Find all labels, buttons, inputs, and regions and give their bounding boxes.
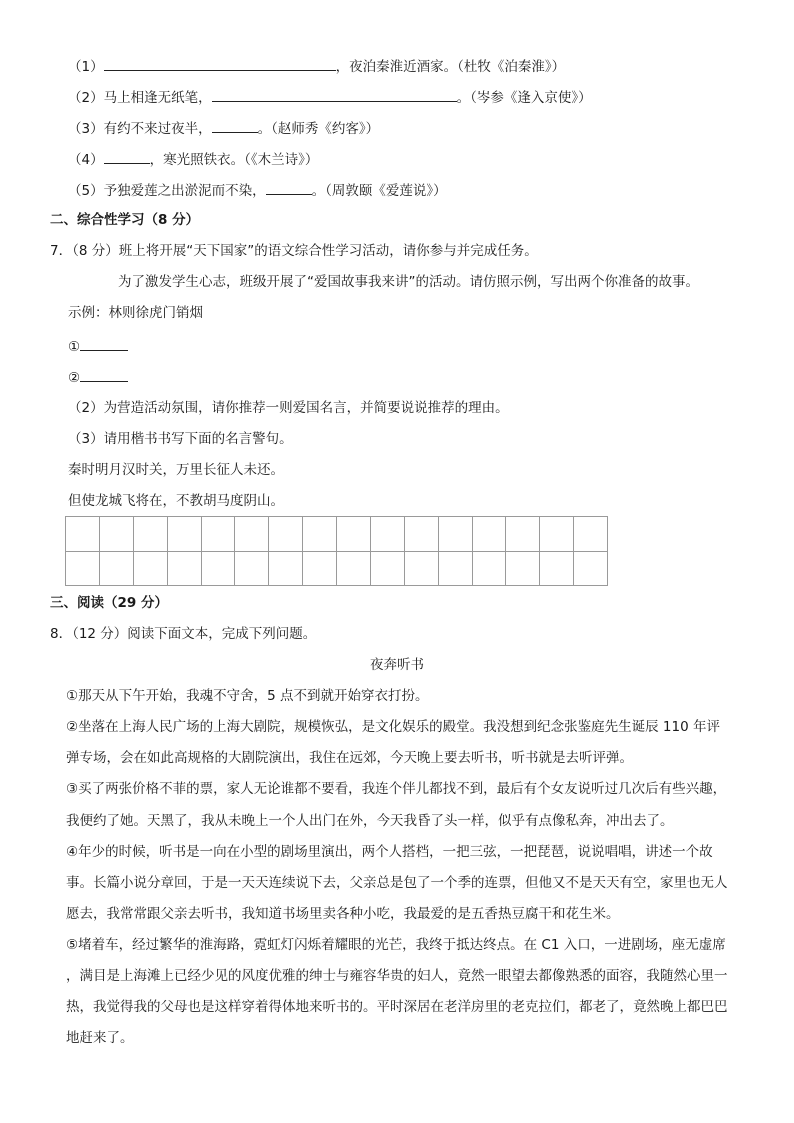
grid-cell[interactable]	[472, 551, 506, 586]
poem-2: （2）马上相逢无纸笔， 。（岑参《逢入京使》）	[68, 87, 592, 107]
answer-blank[interactable]	[212, 87, 457, 102]
passage-line: ④年少的时候，听书是一向在小型的剧场里演出，两个人搭档，一把三弦，一把琵琶，说说唱唱，讲述一个故	[66, 844, 713, 860]
grid-cell[interactable]	[235, 517, 269, 552]
answer-blank[interactable]	[80, 336, 128, 351]
grid-cell[interactable]	[574, 551, 608, 586]
q7-stem: 7．（8 分）班上将开展“天下国家”的语文综合性学习活动，请你参与并完成任务。	[50, 243, 538, 259]
grid-cell[interactable]	[574, 517, 608, 552]
grid-cell[interactable]	[99, 517, 133, 552]
answer-blank[interactable]	[80, 367, 128, 382]
grid-cell[interactable]	[66, 551, 100, 586]
grid-cell[interactable]	[337, 517, 371, 552]
q7-example: 示例：林则徐虎门销烟	[68, 305, 203, 321]
passage-line: 愿去，我常常跟父亲去听书，我知道书场里卖各种小吃，我最爱的是五香热豆腐干和花生米。	[66, 906, 620, 922]
grid-cell[interactable]	[370, 517, 404, 552]
passage-line: 地赶来了。	[66, 1030, 134, 1046]
grid-cell[interactable]	[370, 551, 404, 586]
passage-line: ②坐落在上海人民广场的上海大剧院，规模恢弘，是文化娱乐的殿堂。我没想到纪念张鉴庭先生诞辰 110 年评	[66, 719, 720, 735]
passage-line: 我便约了她。天黑了，我从未晚上一个人出门在外，今天我昏了头一样，似乎有点像私奔，冲出去了。	[66, 813, 674, 829]
q8-stem: 8．（12 分）阅读下面文本，完成下列问题。	[50, 626, 317, 642]
grid-cell[interactable]	[235, 551, 269, 586]
grid-cell[interactable]	[269, 551, 303, 586]
grid-cell[interactable]	[133, 517, 167, 552]
grid-cell[interactable]	[438, 517, 472, 552]
grid-cell[interactable]	[540, 517, 574, 552]
grid-cell[interactable]	[167, 551, 201, 586]
poem-1: （1） ，夜泊秦淮近酒家。（杜牧《泊秦淮》）	[68, 56, 565, 76]
answer-blank[interactable]	[266, 180, 312, 195]
grid-cell[interactable]	[99, 551, 133, 586]
grid-cell[interactable]	[472, 517, 506, 552]
passage-line: 事。长篇小说分章回，于是一天天连续说下去，父亲总是包了一个季的连票，但他又不是天天有空，家里也无人	[66, 875, 728, 891]
q7-intro: 为了激发学生心志，班级开展了“爱国故事我来讲”的活动。请仿照示例，写出两个你准备的故事。	[118, 274, 699, 290]
grid-cell[interactable]	[303, 517, 337, 552]
answer-blank[interactable]	[104, 56, 336, 71]
q7-quote-line-1: 秦时明月汉时关，万里长征人未还。	[68, 462, 284, 478]
q7-quote-line-2: 但使龙城飞将在，不教胡马度阴山。	[68, 493, 284, 509]
section-2-title: 二、综合性学习（8 分）	[50, 212, 200, 228]
passage-line: 热，我觉得我的父母也是这样穿着得体地来听书的。平时深居在老洋房里的老克拉们，都老了，竟然晚上都巴巴	[66, 999, 728, 1015]
grid-cell[interactable]	[201, 517, 235, 552]
answer-blank[interactable]	[212, 118, 258, 133]
grid-cell[interactable]	[269, 517, 303, 552]
grid-cell[interactable]	[404, 551, 438, 586]
grid-cell[interactable]	[506, 551, 540, 586]
q7-sub-2: （2）为营造活动氛围，请你推荐一则爱国名言，并简要说说推荐的理由。	[68, 400, 509, 416]
passage-line: ①那天从下午开始，我魂不守舍，5 点不到就开始穿衣打扮。	[66, 688, 429, 704]
grid-cell[interactable]	[438, 551, 472, 586]
poem-3: （3）有约不来过夜半， 。（赵师秀《约客》）	[68, 118, 379, 138]
q7-sub-3: （3）请用楷书书写下面的名言警句。	[68, 431, 293, 447]
poem-5: （5）予独爱莲之出淤泥而不染， 。（周敦颐《爱莲说》）	[68, 180, 447, 200]
passage-line: ，满目是上海滩上已经少见的风度优雅的绅士与雍容华贵的妇人，竟然一眼望去都像熟悉的面容，我随然心里一	[66, 968, 728, 984]
grid-cell[interactable]	[337, 551, 371, 586]
poem-4: （4） ，寒光照铁衣。（《木兰诗》）	[68, 149, 318, 169]
grid-cell[interactable]	[404, 517, 438, 552]
grid-cell[interactable]	[201, 551, 235, 586]
writing-grid[interactable]	[65, 516, 608, 586]
passage-line: 弹专场，会在如此高规格的大剧院演出，我住在远郊，今天晚上要去听书，听书就是去听评弹。	[66, 750, 633, 766]
grid-cell[interactable]	[66, 517, 100, 552]
q7-blank-1: ①	[68, 336, 128, 356]
grid-cell[interactable]	[303, 551, 337, 586]
q7-blank-2: ②	[68, 367, 128, 387]
passage-title: 夜奔听书	[370, 657, 424, 673]
grid-cell[interactable]	[506, 517, 540, 552]
passage-line: ⑤堵着车，经过繁华的淮海路，霓虹灯闪烁着耀眼的光芒，我终于抵达终点。在 C1 入口，一进剧场，座无虚席	[66, 937, 726, 953]
grid-cell[interactable]	[133, 551, 167, 586]
answer-blank[interactable]	[104, 149, 150, 164]
grid-cell[interactable]	[167, 517, 201, 552]
section-3-title: 三、阅读（29 分）	[50, 595, 168, 611]
passage-line: ③买了两张价格不菲的票，家人无论谁都不要看，我连个伴儿都找不到，最后有个女友说听过几次后有些兴趣，	[66, 781, 727, 797]
grid-cell[interactable]	[540, 551, 574, 586]
